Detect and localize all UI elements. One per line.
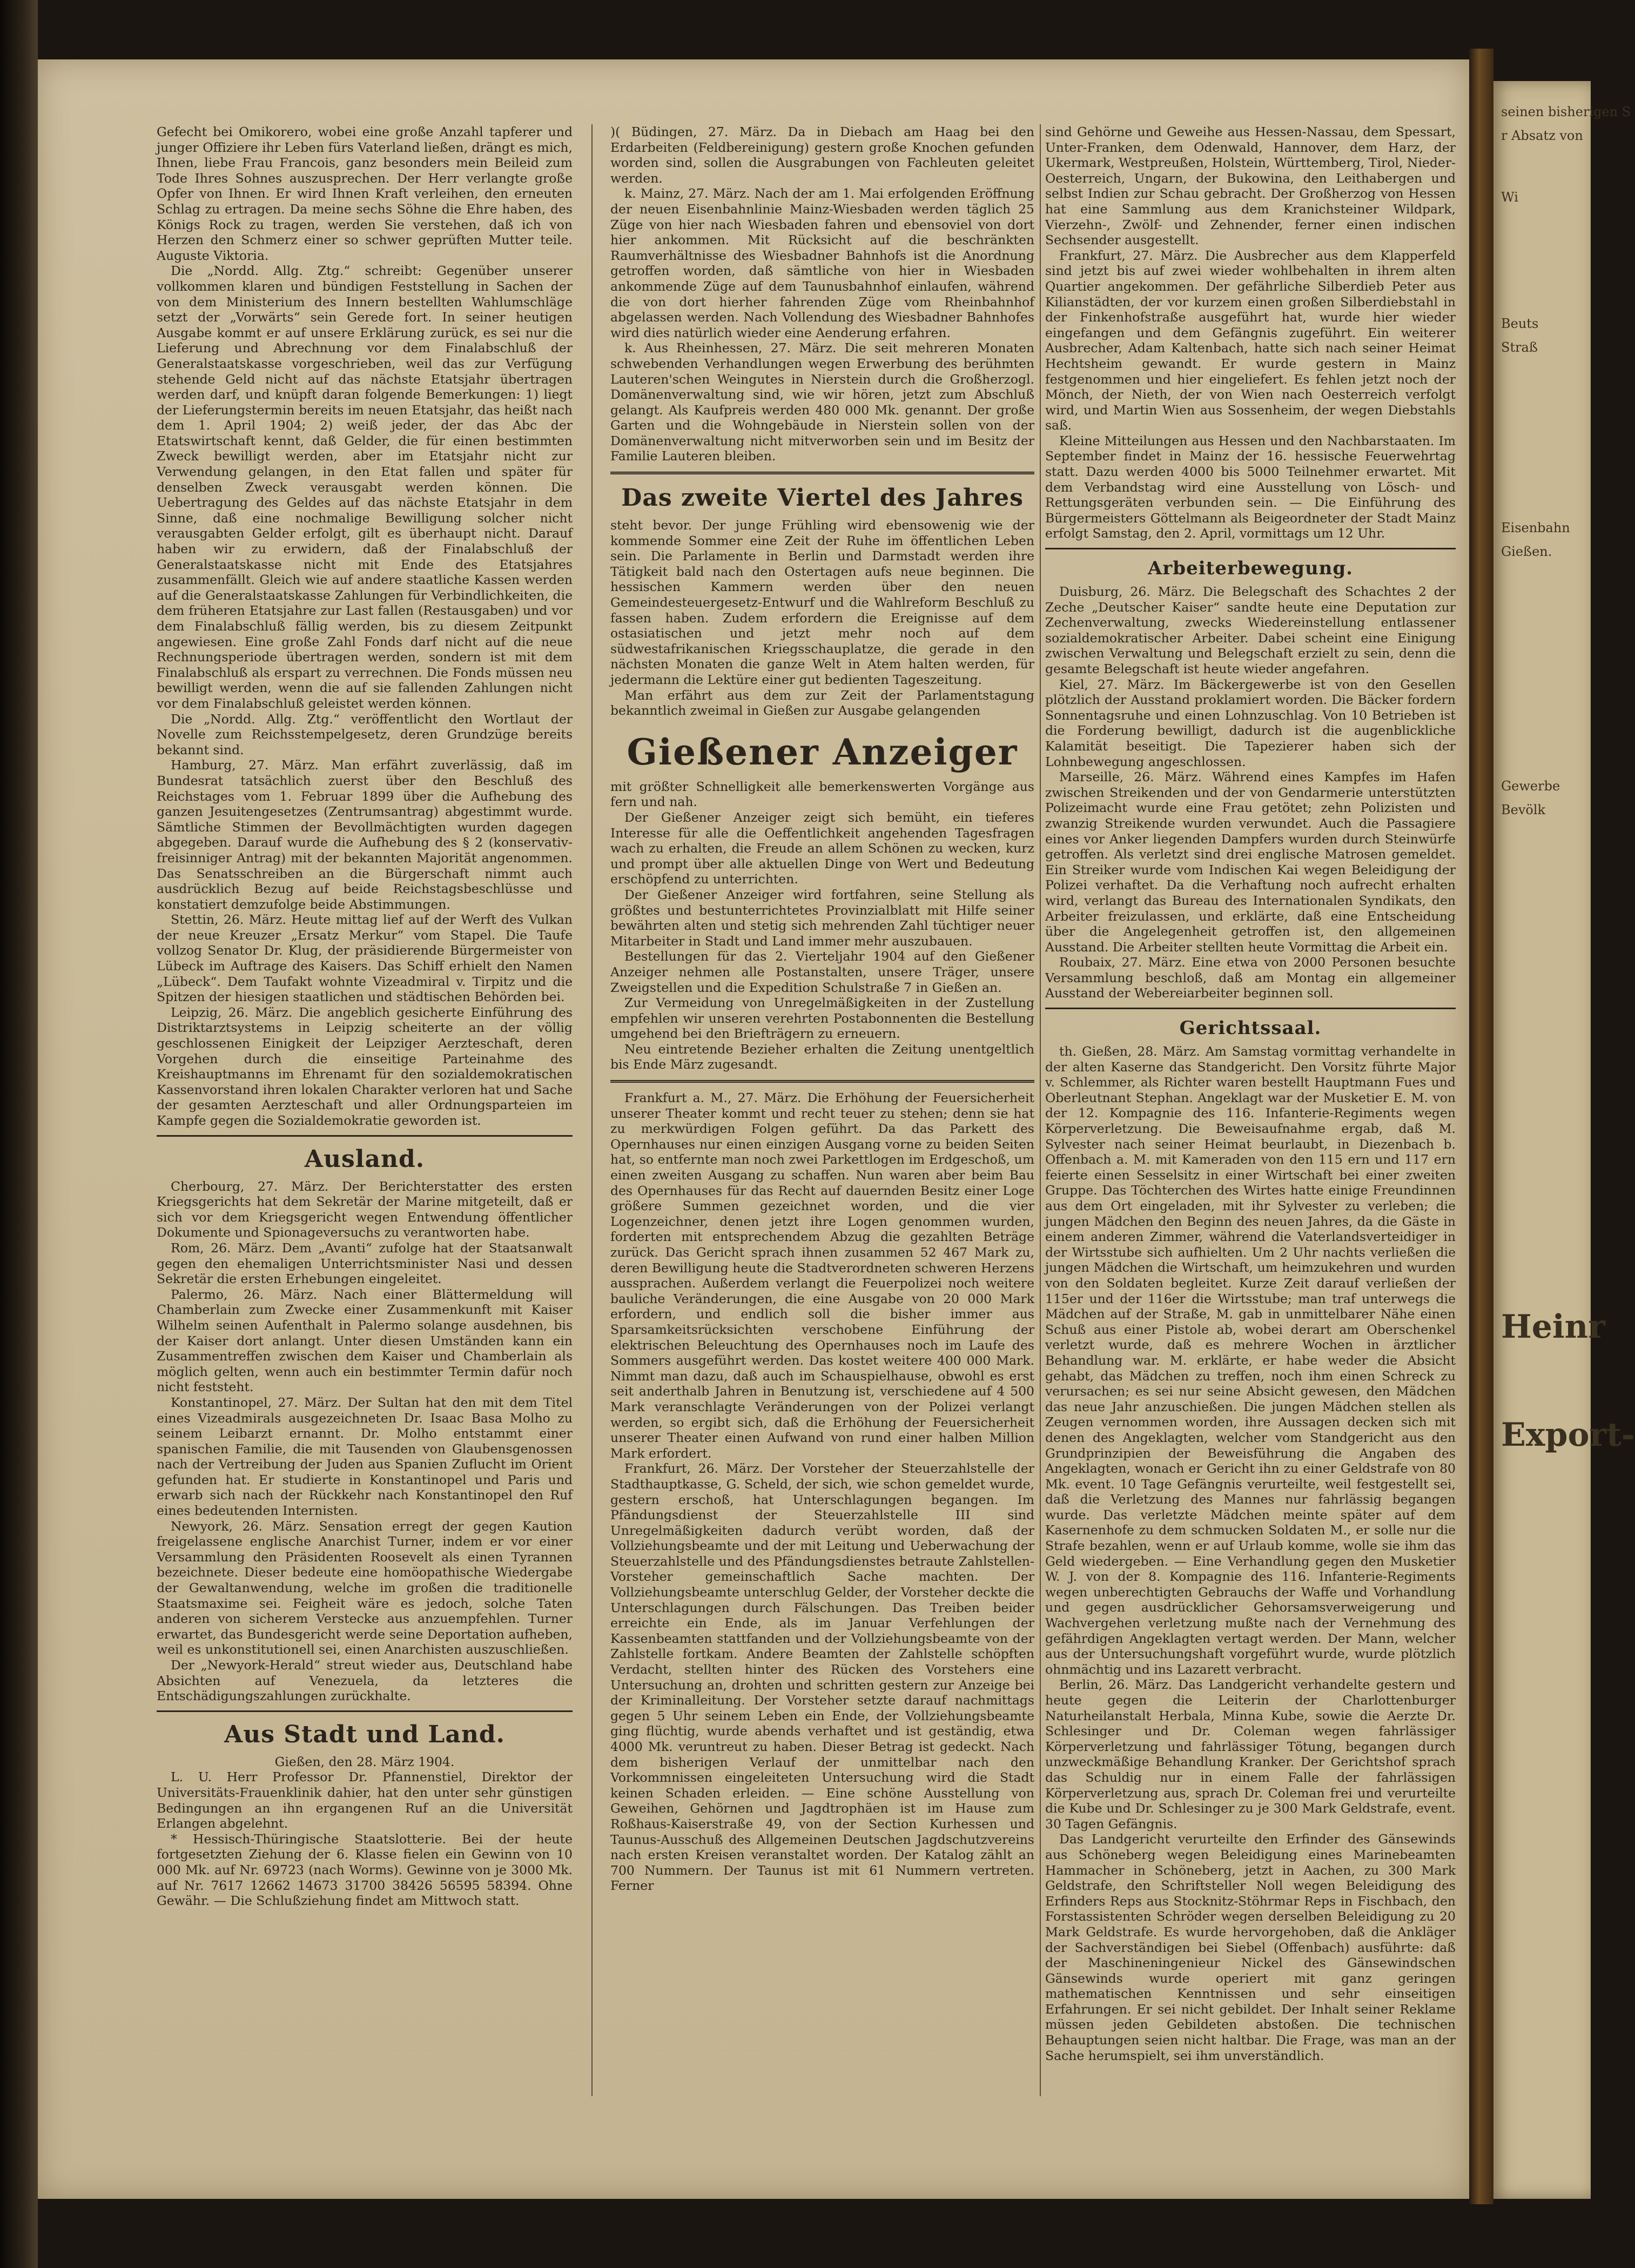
subscription-ad-heading: Das zweite Viertel des Jahres	[621, 484, 1024, 512]
neighbor-fragment: Bevölk	[1501, 802, 1546, 817]
article-paragraph: Hamburg, 27. März. Man erfährt zuverlässig, daß im Bundesrat tatsächlich zuerst über den Beschluß des Reichstages vom 1. Februar 1899 über die Aufhebung des ganzen Jesuitengesetzes (Zentrumsantrag) abgestimmt wurde. Sämtliche Stimmen der Bevollmächtigten wurden dagegen abgegeben. Darauf wurde die Aufhebung des § 2 (konservativ-freisinniger Antrag) mit der bekannten Majorität angenommen. Das Senatsschreiben an die Bürgerschaft nimmt auch ausdrücklich Bezug auf beide Reichstagsbeschlüsse und konstatiert demzufolge beide Abstimmungen.	[157, 757, 573, 912]
article-paragraph: Duisburg, 26. März. Die Belegschaft des Schachtes 2 der Zeche „Deutscher Kaiser“ sandte heute eine Deputation zur Zechenverwaltung, zwecks Wiedereinstellung entlassener sozialdemokratischer Arbeiter. Dabei scheint eine Einigung zwischen Verwaltung und Belegschaft erzielt zu sein, denn die gesamte Belegschaft ist heute wieder angefahren.	[1045, 584, 1456, 676]
subscription-ad-body	[610, 518, 1034, 1072]
neighbor-fragment: Gewerbe	[1501, 779, 1560, 794]
neighbor-fragment: Straß	[1501, 340, 1538, 355]
neighbor-fragment: Eisenbahn	[1501, 520, 1570, 535]
ad-paragraph: Neu eintretende Bezieher erhalten die Zeitung unentgeltlich bis Ende März zugesandt.	[610, 1041, 1034, 1072]
ad-paragraph: Zur Vermeidung von Unregelmäßigkeiten in der Zustellung empfehlen wir unseren verehrten Postabonnenten die Bestellung umgehend bei den Briefträgern zu erneuern.	[610, 995, 1034, 1042]
article-paragraph: Die „Nordd. Allg. Ztg.“ veröffentlicht den Wortlaut der Novelle zum Reichsstempelgesetz, deren Grundzüge bereits bekannt sind.	[157, 711, 573, 757]
neighbor-fragment: Beuts	[1501, 316, 1539, 331]
ad-box-bottom-rule	[610, 1080, 1034, 1083]
neighbor-fragment: r Absatz von	[1501, 128, 1583, 143]
adjacent-page-strip	[1493, 81, 1635, 2199]
article-paragraph: Der „Newyork-Herald“ streut wieder aus, Deutschland habe Absichten auf Venezuela, da letzteres die Entschädigungszahlungen zurückhalte.	[157, 1658, 573, 1704]
column-rule	[1040, 124, 1041, 2096]
article-paragraph: Gefecht bei Omikorero, wobei eine große Anzahl tapferer und junger Offiziere ihr Leben fürs Vaterland ließen, drängt es mich, Ihnen, liebe Frau Francois, ganz besonders mein Beileid zum Tode Ihres Sohnes auszusprechen. Der Herr verlangte große Opfer von Ihnen. Er wird Ihnen Kraft verleihen, den erneuten Schlag zu ertragen. Da meine sechs Söhne die Ehre haben, des Königs Rock zu tragen, werden Sie verstehen, daß ich von Herzen den Schmerz einer so schwer geprüften Mutter teile. Auguste Viktoria.	[157, 124, 573, 263]
column-left	[157, 124, 573, 2123]
neighbor-fragment: Wi	[1501, 190, 1518, 205]
article-paragraph: Newyork, 26. März. Sensation erregt der gegen Kaution freigelassene englische Anarchist Turner, indem er vor einer Versammlung den Präsidenten Roosevelt als einen Tyrannen bezeichnete. Dieser bedeute eine homöopathische Wiedergabe der Gewaltanwendung, welche im großen die traditionelle Staatsmaxime sei. Feigheit wäre es jedoch, solche Taten anderen von sicherem Verstecke aus anzuempfehlen. Turner erwartet, das Bundesgericht werde seine Deportation aufheben, weil es unkonstitutionell sei, einen Anarchisten auszuschließen.	[157, 1518, 573, 1658]
gericht-articles	[1045, 1044, 1456, 2063]
article-paragraph: Marseille, 26. März. Während eines Kampfes im Hafen zwischen Streikenden und der von Gendarmerie unterstützten Polizeimacht wurde eine Frau getötet; zehn Polizisten und zwanzig Streikende wurden verwundet. Auch die Passagiere eines vor Anker liegenden Dampfers wurden durch Steinwürfe getroffen. Als verletzt sind drei englische Matrosen gemeldet. Ein Streiker wurde vom Indischen Kai wegen Beleidigung der Polizei verhaftet. Da die Verhaftung noch aufrecht erhalten wird, verlangt das Bureau des Internationalen Syndikats, den Arbeiter freizulassen, und erklärte, daß eine Entscheidung über die Angelegenheit getroffen ist, den allgemeinen Ausstand. Die Arbeiter stellten heute Vormittag die Arbeit ein.	[1045, 769, 1456, 955]
article-paragraph: k. Aus Rheinhessen, 27. März. Die seit mehreren Monaten schwebenden Verhandlungen wegen Erwerbung des berühmten Lauteren'schen Weingutes in Nierstein durch die Großherzogl. Domänenverwaltung sind, wie wir hören, jetzt zum Abschluß gelangt. Als Kaufpreis werden 480 000 Mk. genannt. Der große Garten und die Wohngebäude in Nierstein sollen von der Domänenverwaltung nicht mitverworben sein und im Besitz der Familie Lauteren bleiben.	[610, 340, 1034, 464]
column-middle	[610, 124, 1034, 2123]
neighbor-fragment: Export-	[1501, 1416, 1635, 1454]
article-paragraph: Rom, 26. März. Dem „Avanti“ zufolge hat der Staatsanwalt gegen den ehemaligen Unterrichtsminister Nasi und dessen Sekretär die ersten Erhebungen eingeleitet.	[157, 1240, 573, 1287]
article-paragraph: Kiel, 27. März. Im Bäckergewerbe ist von den Gesellen plötzlich der Ausstand proklamiert worden. Die Bäcker fordern Sonnentagsruhe und einen Lohnzuschlag. Von 10 Betrieben ist die Forderung bewilligt, dadurch ist die augenblickliche Kalamität beseitigt. Die Tapezierer haben sich der Lohnbewegung angeschlossen.	[1045, 676, 1456, 769]
article-paragraph: Frankfurt a. M., 27. März. Die Erhöhung der Feuersicherheit unserer Theater kommt und recht teuer zu stehen; denn sie hat zu merkwürdigen Folgen geführt. Da das Parkett des Opernhauses nur einen einzigen Ausgang vorne zu beiden Seiten hat, so entfernte man noch zwei Parkettlogen im Erdgeschoß, um einen zweiten Ausgang zu schaffen. Nun waren aber beim Bau des Opernhauses für das Recht auf dauernden Besitz einer Loge größere Summen gezeichnet worden, und die vier Logenzeichner, denen jetzt ihre Logen genommen wurden, forderten mit entsprechendem Abzug die gezahlten Beträge zurück. Das Gericht sprach ihnen zusammen 52 467 Mark zu, deren Bewilligung heute die Stadtverordneten schweren Herzens aussprachen. Außerdem verlangt die Feuerpolizei noch weitere bauliche Veränderungen, die eine Ausgabe von 20 000 Mark erfordern, und endlich soll die bisher immer aus Sparsamkeitsrücksichten verschobene Einführung der elektrischen Beleuchtung des Opernhauses noch im Laufe des Sommers ausgeführt werden. Das kostet weitere 400 000 Mark. Nimmt man dazu, daß auch im Schauspielhause, obwohl es erst seit anderthalb Jahren in Benutzung ist, verschiedene auf 4 500 Mark veranschlagte Veränderungen von der Polizei verlangt werden, so ergibt sich, daß die Erhöhung der Feuersicherheit unserer Theater einen Aufwand von rund einer halben Million Mark erfordert.	[610, 1090, 1034, 1461]
article-paragraph: Frankfurt, 27. März. Die Ausbrecher aus dem Klapperfeld sind jetzt bis auf zwei wieder wohlbehalten in ihrem alten Quartier angekommen. Der gefährliche Silberdieb Peter aus Kilianstädten, der vor kurzem einen großen Silberdiebstahl in der Finkenhofstraße ausgeführt hat, wurde hier wieder eingefangen und dem Gefängnis zugeführt. Ein weiterer Ausbrecher, Adam Kaltenbach, hatte sich nach seiner Heimat Hechtsheim gewandt. Er wurde gestern in Mainz festgenommen und hier eingeliefert. Es fehlen jetzt noch der Mönch, der Nieth, der von Wien nach Oesterreich verfolgt wird, und Martin Wien aus Sossenheim, der wegen Diebstahls saß.	[1045, 247, 1456, 433]
article-paragraph: Das Landgericht verurteilte den Erfinder des Gänsewinds aus Schöneberg wegen Beleidigung eines Marinebeamten Hammacher in Schöneberg, jetzt in Aachen, zu 300 Mark Geldstrafe, den Schriftsteller Noll wegen Beleidigung des Erfinders Reps aus Stocknitz-Stöhrmar Reps in Fischbach, den Forstassistenten Schröder wegen derselben Beleidigung zu 20 Mark Geldstrafe. Es wurde hervorgehoben, daß die Ankläger der Sachverständigen bei Siebel (Offenbach) ausführte: daß der Maschineningenieur Nickel des Gänsewindschen Gänsewinds wurde operiert mit ganz geringen mathematischen Kenntnissen und sehr einseitigen Erfahrungen. Er sei nicht gebildet. Der Inhalt seiner Reklame müssen jeden Gebildeten abstoßen. Die technischen Behauptungen seien nicht haltbar. Die Frage, was man an der Sache herumspielt, sei ihm unverständlich.	[1045, 1831, 1456, 2063]
section-divider	[157, 1135, 573, 1137]
article-paragraph: k. Mainz, 27. März. Nach der am 1. Mai erfolgenden Eröffnung der neuen Eisenbahnlinie Mainz-Wiesbaden werden täglich 25 Züge von hier nach Wiesbaden fahren und ebensoviel von dort hier ankommen. Mit Rücksicht auf die beschränkten Raumverhältnisse des Wiesbadner Bahnhofs ist die Anordnung getroffen worden, daß sämtliche von hier in Wiesbaden ankommende Züge auf dem Taunusbahnhof einlaufen, während die von dort hierher fahrenden Züge vom Rheinbahnhof abgelassen werden. Nach Vollendung des Wiesbadner Bahnhofes wird dies natürlich wieder eine Aenderung erfahren.	[610, 186, 1034, 340]
section-divider	[157, 1710, 573, 1712]
article-paragraph: Palermo, 26. März. Nach einer Blättermeldung will Chamberlain zum Zwecke einer Zusammenkunft mit Kaiser Wilhelm seinen Aufenthalt in Palermo solange ausdehnen, bis der Kaiser dort anlangt. Unter diesen Umständen kann ein Zusammentreffen zwischen dem Kaiser und Chamberlain als möglich gelten, wenn auch ein bestimmter Termin dafür noch nicht feststeht.	[157, 1286, 573, 1395]
article-paragraph: )( Büdingen, 27. März. Da in Diebach am Haag bei den Erdarbeiten (Feldbereinigung) gestern große Knochen gefunden worden sind, sollen die Ausgrabungen von Fachleuten geleitet werden.	[610, 124, 1034, 186]
ad-paragraph: mit größter Schnelligkeit alle bemerkenswerten Vorgänge aus fern und nah.	[610, 779, 1034, 810]
neighbor-fragment: seinen bisherigen S	[1501, 104, 1631, 119]
newspaper-masthead: Gießener Anzeiger	[627, 730, 1018, 773]
article-paragraph: Stettin, 26. März. Heute mittag lief auf der Werft des Vulkan der neue Kreuzer „Ersatz Merkur“ vom Stapel. Die Taufe vollzog Senator Dr. Klug, der präsidierende Bürgermeister von Lübeck im Auftrage des Kaisers. Das Schiff erhielt den Namen „Lübeck“. Dem Taufakt wohnte Vizeadmiral v. Tirpitz und die Spitzen der hiesigen staatlichen und städtischen Behörden bei.	[157, 912, 573, 1005]
article-paragraph: Cherbourg, 27. März. Der Berichterstatter des ersten Kriegsgerichts hat dem Sekretär der Marine mitgeteilt, daß er sich vor dem Kriegsgericht wegen Entwendung öffentlicher Dokumente und Spionageversuchs zu verantworten habe.	[157, 1178, 573, 1240]
ausland-articles	[157, 1179, 573, 1704]
middle-bottom-articles	[610, 1090, 1034, 1894]
article-paragraph: Frankfurt, 26. März. Der Vorsteher der Steuerzahlstelle der Stadthauptkasse, G. Scheld, der sich, wie schon gemeldet wurde, gestern erschoß, hat Unterschlagungen begangen. Im Pfändungsdienst der Steuerzahlstelle III sind Unregelmäßigkeiten dadurch verübt worden, daß der Vollziehungsbeamte und der mit Leitung und Ueberwachung der Steuerzahlstelle und des Pfändungsdienstes betraute Zahlstellen-Vorsteher gemeinschaftlich Sache machten. Der Vollziehungsbeamte unterschlug Gelder, der Vorsteher deckte die Unterschlagungen durch Fälschungen. Das Treiben beider erreichte ein Ende, als im Januar Verfehlungen der Kassenbeamten stattfanden und der Vollziehungsbeamte von der Zahlstelle fortkam. Andere Beamten der Zahlstelle schöpften Verdacht, stellten hinter des Rücken des Vorstehers eine Untersuchung an, drohten und schritten gestern zur Anzeige bei der Kriminalleitung. Der Vorsteher setzte darauf nachmittags gegen 5 Uhr seinem Leben ein Ende, der Vollziehungsbeamte ging flüchtig, wurde abends verhaftet und ist geständig, etwa 4000 Mk. veruntreut zu haben. Dieser Betrag ist gedeckt. Nach dem bisherigen Verlauf der unmittelbar nach den Vorkommnissen eingeleiteten Untersuchung wird die Stadt keinen Schaden erleiden. — Eine schöne Ausstellung von Geweihen, Gehörnen und Jagdtrophäen ist im Hause zum Roßhaus-Kaiserstraße 49, von der Section Kurhessen und Taunus-Ausschuß des Allgemeinen Deutschen Jagdschutzvereins nach ersten Kreisen veranstaltet worden. Der Katalog zählt an 700 Nummern. Der Taunus ist mit 61 Nummern vertreten. Ferner	[610, 1461, 1034, 1894]
article-paragraph: Roubaix, 27. März. Eine etwa von 2000 Personen besuchte Versammlung beschloß, daß am Montag ein allgemeiner Ausstand der Webereiarbeiter beginnen soll.	[1045, 955, 1456, 1001]
section-heading-ausland: Ausland.	[304, 1145, 425, 1173]
dateline: Gießen, den 28. März 1904.	[274, 1754, 455, 1769]
ad-paragraph: Bestellungen für das 2. Vierteljahr 1904 auf den Gießener Anzeiger nehmen alle Postanstalten, unsere Träger, unsere Zweigstellen und die Expedition Schulstraße 7 in Gießen an.	[610, 949, 1034, 995]
article-paragraph: th. Gießen, 28. März. Am Samstag vormittag verhandelte in der alten Kaserne das Standgericht. Den Vorsitz führte Major v. Schlemmer, als Richter waren bestellt Hauptmann Fues und Oberleutnant Stephan. Angeklagt war der Musketier E. M. von der 12. Kompagnie des 116. Infanterie-Regiments wegen Körperverletzung. Die Beweisaufnahme ergab, daß M. Sylvester nach seiner Heimat beurlaubt, in Diezenbach b. Offenbach a. M. mit Kameraden von den 115 ern und 117 ern feierte einen Sesselsitz in einer Wirtschaft bei einer zweiten Gruppe. Das Töchterchen des Wirtes hatte einige Freundinnen aus dem Ort eingeladen, mit ihr Sylvester zu verleben; die jungen Mädchen den Beginn des neuen Jahres, da die Gäste in einem anderen Zimmer, während die Vaterlandsverteidiger in der Wirtsstube sich aufhielten. Um 2 Uhr nachts verließen die jungen Mädchen die Wirtschaft, um heimzukehren und wurden von den Soldaten begleitet. Kurze Zeit darauf verließen der 115er und der 116er die Wirtsstube; man traf unterwegs die Mädchen auf der Straße, M. gab in unmittelbarer Nähe einen Schuß aus einer Pistole ab, wobei derart am Oberschenkel verletzt wurde, daß es mehrere Wochen in ärztlicher Behandlung war. M. erklärte, er habe weder die Absicht gehabt, das Mädchen zu treffen, noch ihm einen Schreck zu verursachen; es sei nur seine Absicht gewesen, den Mädchen das neue Jahr anzuschießen. Die jungen Mädchen stellen als Zeugen vernommen worden, ihre Aussagen decken sich mit denen des Angeklagten, welcher vom Standgericht aus den Grundprinzipien der Beweisführung die Angaben des Angeklagten, wonach er Gericht ihn zu einer Geldstrafe von 80 Mk. event. 10 Tage Gefängnis verurteilte, weil festgestellt sei, daß die Verletzung des Mannes nur fahrlässig begangen wurde. Das verletzte Mädchen meinte später auf dem Kasernenhofe zu dem schmucken Soldaten M., er solle nur die Strafe bezahlen, wenn er auf Urlaub komme, wolle sie ihm das Geld wiedergeben. — Eine Verhandlung gegen den Musketier W. J. von der 8. Kompagnie des 116. Infanterie-Regiments wegen unberechtigten Gebrauchs der Waffe und Vorhandlung und gegen ausdrücklicher Gehorsamsverweigerung und Wachvergehen verletzung mußte nach der Vernehmung des gefährdigen Angeklagten vertagt werden. Der Mann, welcher aus der Untersuchungshaft vorgeführt wurde, wurde plötzlich ohnmächtig und ins Lazarett verbracht.	[1045, 1044, 1456, 1677]
ad-paragraph: Man erfährt aus dem zur Zeit der Parlamentstagung bekanntlich zweimal in Gießen zur Ausgabe gelangenden	[610, 687, 1034, 719]
middle-top-articles	[610, 124, 1034, 464]
column-right	[1045, 124, 1456, 2123]
neighbor-fragment: Heinr	[1501, 1308, 1605, 1346]
scan-edge-left	[0, 0, 38, 2268]
article-paragraph: Leipzig, 26. März. Die angeblich gesicherte Einführung des Distriktarztsystems in Leipzig scheiterte an der völlig geschlossenen Einigkeit der Leipziger Aerzteschaft, deren Vorgehen durch die einseitige Parteinahme des Kreishauptmanns im Ehrenamt für den sozialdemokratischen Kassenvorstand ihren lokalen Charakter verloren hat und Sache der gesamten Aerzteschaft und aller Ordnungsparteien im Kampfe gegen die Sozialdemokratie geworden ist.	[157, 1004, 573, 1128]
section-heading-stadt-und-land: Aus Stadt und Land.	[224, 1720, 505, 1748]
article-paragraph: Die „Nordd. Allg. Ztg.“ schreibt: Gegenüber unserer vollkommen klaren und bündigen Feststellung in Sachen der von dem Ministerium des Innern bestellten Wahlumschläge setzt der „Vorwärts“ sein Gerede fort. In seiner heutigen Ausgabe kommt er auf unsere Erklärung zurück, es sei nur die Lieferung und Abrechnung vor dem Finalabschluß der Generalstaatskasse vorgeschrieben, weil das zur Verfügung stehende Geld nicht auf das nächste Etatsjahr übertragen werden darf, und knüpft daran folgende Bemerkungen: 1) liegt der Lieferungstermin bereits im neuen Etatsjahr, das heißt nach dem 1. April 1904; 2) weiß jeder, der das Abc der Etatswirtschaft kennt, daß Gelder, die für einen bestimmten Zweck bewilligt werden, aber im Etatsjahr nicht zur Verwendung gelangen, in den Etat fallen und später für denselben Zweck verausgabt werden können. Die Uebertragung des Geldes auf das nächste Etatsjahr in dem Sinne, daß eine nochmalige Bewilligung solcher nicht verausgabten Gelder erfolgt, gilt es überhaupt nicht. Darauf haben wir zu erwidern, daß der Finalabschluß der Generalstaatskasse nicht mit Ende des Etatsjahres zusammenfällt. Gleich wie auf andere staatliche Kassen werden auf die Generalstaatskasse Zahlungen für Verbindlichkeiten, die dem früheren Etatsjahre zur Last fallen (Restausgaben) und vor dem Finalabschluß fällig werden, bis zu diesem Zeitpunkt angewiesen. Eine große Zahl Fonds darf nicht auf die neue Rechnungsperiode übertragen werden, sondern ist mit dem Finalabschluß als erspart zu verrechnen. Die Fonds müssen neu bewilligt werden, wenn die auf sie fallenden Zahlungen nicht vor dem Finalabschluß geleistet werden können.	[157, 263, 573, 711]
article-paragraph: sind Gehörne und Geweihe aus Hessen-Nassau, dem Spessart, Unter-Franken, dem Odenwald, Hannover, dem Harz, der Ukermark, Westpreußen, Holstein, Württemberg, Tirol, Nieder-Oesterreich, Ungarn, der Bukowina, den Leithabergen und selbst Indien zur Schau gebracht. Der Großherzog von Hessen hat eine Sammlung aus dem Kranichsteiner Wildpark, Vierzehn-, Zwölf- und Zehnender, ferner einen indischen Sechsender ausgestellt.	[1045, 124, 1456, 248]
article-paragraph: Kleine Mitteilungen aus Hessen und den Nachbarstaaten. Im September findet in Mainz der 16. hessische Feuerwehrtag statt. Dazu werden 4000 bis 5000 Teilnehmer erwartet. Mit dem Verbandstag wird eine Ausstellung von Lösch- und Rettungsgeräten verbunden sein. — Die Einführung des Bürgermeisters Göttelmann als Beigeordneter der Stadt Mainz erfolgt Samstag, den 2. April, vormittags um 12 Uhr.	[1045, 433, 1456, 541]
book-gutter	[1469, 49, 1493, 2204]
ad-box-top-rule	[610, 472, 1034, 474]
article-paragraph: * Hessisch-Thüringische Staatslotterie. Bei der heute fortgesetzten Ziehung der 6. Klasse fielen ein Gewinn von 10 000 Mk. auf Nr. 69723 (nach Worms). Gewinne von je 3000 Mk. auf Nr. 7617 12662 14673 31700 38426 56595 58394. Ohne Gewähr. — Die Schlußziehung findet am Mittwoch statt.	[157, 1831, 573, 1909]
arbeiter-articles	[1045, 584, 1456, 1001]
section-divider	[1045, 1008, 1456, 1009]
article-paragraph: Konstantinopel, 27. März. Der Sultan hat den mit dem Titel eines Vizeadmirals ausgezeichneten Dr. Isaac Basa Molho zu seinem Leibarzt ernannt. Dr. Molho entstammt einer spanischen Familie, die mit Tausenden von Glaubensgenossen nach der Vertreibung der Juden aus Spanien Zuflucht im Orient gefunden hat. Er studierte in Konstantinopel und Paris und erwarb sich nach der Rückkehr nach Konstantinopel den Ruf eines bedeutenden Internisten.	[157, 1394, 573, 1519]
article-paragraph: Berlin, 26. März. Das Landgericht verhandelte gestern und heute gegen die Leiterin der Charlottenburger Naturheilanstalt Herbala, Minna Kube, sowie die Aerzte Dr. Schlesinger und Dr. Coleman wegen fahrlässiger Körperverletzung und fahrlässiger Tötung, begangen durch unzweckmäßige Behandlung Kranker. Der Gerichtshof sprach das Schuldig nur in einem Falle der fahrlässigen Körperverletzung aus, sprach Dr. Coleman frei und verurteilte die Kube und Dr. Schlesinger zu je 300 Mark Geldstrafe, event. 30 Tagen Gefängnis.	[1045, 1677, 1456, 1831]
ad-paragraph: Der Gießener Anzeiger zeigt sich bemüht, ein tieferes Interesse für alle die Oeffentlichkeit angehenden Tagesfragen wach zu erhalten, die Freude an allem Schönen zu wecken, kurz und prompt über alle aktuellen Dinge von Wert und Bedeutung erschöpfend zu unterrichten.	[610, 809, 1034, 887]
neighbor-fragment: Gießen.	[1501, 544, 1552, 559]
right-top-articles	[1045, 124, 1456, 541]
section-heading-gerichtssaal: Gerichtssaal.	[1179, 1017, 1322, 1039]
section-heading-arbeiterbewegung: Arbeiterbewegung.	[1148, 558, 1353, 580]
article-paragraph: L. U. Herr Professor Dr. Pfannenstiel, Direktor der Universitäts-Frauenklinik dahier, hat den unter sehr günstigen Bedingungen an ihn ergangenen Ruf an die Universität Erlangen abgelehnt.	[157, 1769, 573, 1831]
section-divider	[1045, 548, 1456, 549]
ad-paragraph: Der Gießener Anzeiger wird fortfahren, seine Stellung als größtes und bestunterrichtetes Provinzialblatt mit Hilfe seiner bewährten alten und stetig sich mehrenden Zahl tüchtiger neuer Mitarbeiter in Stadt und Land immer mehr auszubauen.	[610, 887, 1034, 949]
stadt-articles	[157, 1769, 573, 1908]
left-top-articles	[157, 124, 573, 1129]
column-rule	[591, 124, 593, 2096]
ad-paragraph: steht bevor. Der junge Frühling wird ebensowenig wie der kommende Sommer eine Zeit der Ruhe im öffentlichen Leben sein. Die Parlamente in Berlin und Darmstadt werden ihre Tätigkeit bald nach den Ostertagen aufs neue beginnen. Die hessischen Kammern werden über den neuen Gemeindesteuergesetz-Entwurf und die Wahlreform Beschluß zu fassen haben. Zudem erfordern die Ereignisse auf dem ostasiatischen und jetzt mehr noch auf dem südwestafrikanischen Kriegsschauplatze, die gerade in den nächsten Monaten die ganze Welt in Atem halten werden, für jedermann die Lektüre einer gut bedienten Tageszeitung.	[610, 518, 1034, 687]
